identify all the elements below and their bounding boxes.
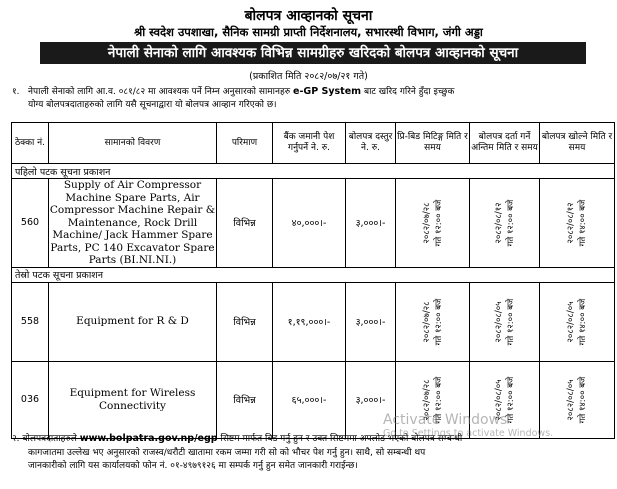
note-1-number: १. xyxy=(12,87,20,97)
registration-cell xyxy=(470,282,540,361)
header-prebid-meeting: प्रि-बिड मिटिङ्ग मिति र समय xyxy=(396,123,470,164)
contract-no: 560 xyxy=(12,179,49,268)
bank-guarantee: १,१९,०००।- xyxy=(273,282,346,361)
note-2-website: www.bolpatra.gov.np/egp xyxy=(79,433,218,444)
item-quantity: विभिन्न xyxy=(217,282,273,361)
opening-datetime xyxy=(565,298,589,345)
table-row xyxy=(12,179,615,268)
date-part: २०८२/०८/०५ xyxy=(566,300,576,343)
header-bank-guarantee: बैंक जमानी पेश गर्नुपर्ने ने. रु. xyxy=(273,123,346,164)
item-description: Equipment for R & D xyxy=(49,282,217,361)
time-part: गते १२:०० बजे xyxy=(505,376,516,423)
section-third-label: तेस्रो पटक सूचना प्रकाशन xyxy=(12,267,615,282)
header-tender-fee: बोलपत्र दस्तुर ने. रु. xyxy=(346,123,396,164)
registration-datetime xyxy=(493,199,517,246)
date-part: २०८२/०८/१२ xyxy=(566,202,576,244)
note-2-line-2: कागजातमा उल्लेख भए अनुसारको राजस्व/धरौटी खातामा रकम जम्मा गरी सो को भौचर पेश गर्नु हुन। साथै, सो सम्बन्धी थप xyxy=(28,447,426,458)
time-part: गते १४:०० बजे xyxy=(578,376,588,423)
note-1 xyxy=(12,85,610,112)
table-row xyxy=(12,282,615,361)
date-part: २०८२/०८/०५ xyxy=(566,378,576,421)
registration-datetime xyxy=(493,298,517,345)
tender-table xyxy=(11,122,615,439)
tender-fee: ३,०००।- xyxy=(346,361,396,438)
note-2-text-a: बोलपत्रदाताहरुले xyxy=(22,434,77,444)
note-2-number: २. xyxy=(12,434,20,444)
contract-no: 036 xyxy=(12,361,49,438)
item-description: Supply of Air Compressor Machine Spare Parts, Air Compressor Machine Repair & Maintenance, Rock Drill Machine/ Jack Hammer Spare Parts, PC 140 Excavator Spare Parts (BI.NI.NI.) xyxy=(49,179,216,266)
note-1-line-2: योग्य बोलपत्रदाताहरुको लागि यसै सूचनाद्वारा यो बोलपत्र आव्हान गरिएको छ। xyxy=(28,100,277,110)
note-1-text-b: बाट खरिद गरिने हुँदा इच्छुक xyxy=(363,87,455,97)
date-part: २०८२/०७/२८ xyxy=(421,202,432,244)
note-2-text-b: सिष्टम मार्फत बिड गर्नु हुन र उक्त सिष्टममा अपलोड भएको बोलपत्र सम्बन्धी xyxy=(220,434,463,444)
time-part: गते १४:०० बजे xyxy=(578,199,588,247)
bank-guarantee: ६५,०००।- xyxy=(273,361,346,438)
time-part: गते १२:०० बजे xyxy=(433,199,444,247)
time-part: गते १२:०० बजे xyxy=(433,298,444,345)
section-row-first xyxy=(12,164,615,179)
header-quantity: परिमाण xyxy=(217,123,273,164)
bank-guarantee: ४०,०००।- xyxy=(273,179,346,268)
prebid-datetime xyxy=(421,298,445,345)
date-part: २०८२/०८/०५ xyxy=(493,300,504,343)
time-part: गते १४:०० बजे xyxy=(578,298,588,345)
header-description: सामानको विवरण xyxy=(49,123,217,164)
notice-banner: नेपाली सेनाको लागि आवश्यक विभिन्न सामग्रीहरु खरिदको बोलपत्र आव्हानको सूचना xyxy=(40,42,586,64)
item-quantity: विभिन्न xyxy=(217,179,273,268)
activate-windows-watermark: Activate Windows xyxy=(383,412,508,428)
date-part: २०८२/०७/२८ xyxy=(421,378,432,421)
note-1-text-a: नेपाली सेनाको लागि आ.व. ०८१/८२ मा आवश्यक पर्ने निम्न अनुसारको सामानहरु xyxy=(28,87,291,97)
opening-datetime xyxy=(565,199,589,246)
opening-cell xyxy=(540,361,615,438)
prebid-datetime xyxy=(421,199,445,246)
time-part: गते १२:०० बजे xyxy=(433,376,444,423)
item-quantity: विभिन्न xyxy=(217,361,273,438)
opening-datetime xyxy=(565,376,589,423)
note-2-line-3: जानकारीको लागि यस कार्यालयको फोन नं. ०१-४९७९१२६ मा सम्पर्क गर्नु हुन समेत जानकारी गराईन्छ। xyxy=(28,461,358,471)
time-part: गते १२:०० बजे xyxy=(505,199,516,247)
section-row-third xyxy=(12,267,615,282)
prebid-cell xyxy=(396,179,470,268)
registration-cell xyxy=(470,179,540,268)
section-first-label: पहिलो पटक सूचना प्रकाशन xyxy=(12,164,615,179)
date-part: २०८२/०८/१२ xyxy=(493,202,504,244)
office-name: श्री स्वदेश उपशाखा, सैनिक सामग्री प्राप्ती निर्देशनालय, सभारस्थी विभाग, जंगी अड्डा xyxy=(134,25,483,39)
date-part: २०८२/०८/०५ xyxy=(493,378,504,421)
item-description: Equipment for Wireless Connectivity xyxy=(49,361,217,438)
header-opening-date: बोलपत्र खोल्ने मिति र समय xyxy=(540,123,615,164)
prebid-cell xyxy=(396,282,470,361)
tender-fee: ३,०००।- xyxy=(346,179,396,268)
note-1-system: e-GP System xyxy=(293,86,362,97)
opening-cell xyxy=(540,179,615,268)
tender-fee: ३,०००।- xyxy=(346,282,396,361)
contract-no: 558 xyxy=(12,282,49,361)
notice-title: बोलपत्र आव्हानको सूचना xyxy=(244,8,373,24)
table-header-row xyxy=(12,123,615,164)
time-part: गते १२:०० बजे xyxy=(505,298,516,345)
table-row xyxy=(12,361,615,438)
date-part: २०८२/०७/२८ xyxy=(421,300,432,343)
header-registration-deadline: बोलपत्र दर्ता गर्ने अन्तिम मिति र समय xyxy=(470,123,540,164)
opening-cell xyxy=(540,282,615,361)
activate-windows-subtitle: Go to Settings to activate Windows. xyxy=(383,428,554,439)
published-date: (प्रकाशित मिति २०८२/०७/२१ गते) xyxy=(249,71,368,82)
header-contract-no: ठेक्का नं. xyxy=(12,123,49,164)
